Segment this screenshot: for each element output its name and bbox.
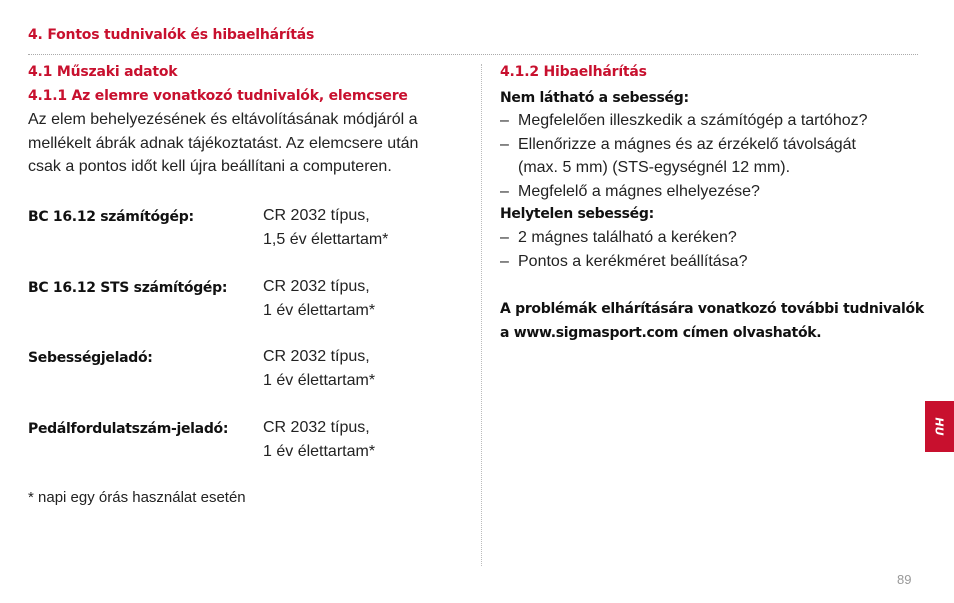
problem-checklist (500, 109, 920, 203)
page-number: 89 (897, 572, 912, 587)
chapter-title: 4. Fontos tudnivalók és hibaelhárítás (28, 27, 315, 43)
list-item (500, 226, 920, 250)
problem-checklist (500, 226, 920, 273)
spec-value-line: 1 év élettartam* (263, 371, 376, 389)
spec-value (263, 204, 388, 251)
list-item-text: (max. 5 mm) (STS-egységnél 12 mm). (518, 159, 791, 176)
list-item (500, 109, 920, 133)
spec-label: Sebességjeladó: (28, 350, 153, 366)
intro-line: Az elem behelyezésének és eltávolításának módjáról a (28, 111, 418, 128)
list-item (500, 180, 920, 204)
section-title-troubleshooting: 4.1.2 Hibaelhárítás (500, 64, 647, 80)
spec-value-line: CR 2032 típus, (263, 419, 370, 436)
spec-value-line: CR 2032 típus, (263, 278, 370, 295)
intro-line: csak a pontos időt kell újra beállítani a computeren. (28, 158, 392, 175)
more-info-line: a www.sigmasport.com címen olvashatók. (500, 324, 822, 341)
footnote: * napi egy órás használat esetén (28, 489, 246, 506)
spec-label: BC 16.12 számítógép: (28, 209, 194, 225)
language-tab-label: HU (932, 417, 946, 436)
spec-value-line: 1 év élettartam* (263, 442, 376, 460)
list-item (500, 133, 920, 180)
spec-value-line: CR 2032 típus, (263, 348, 370, 365)
spec-value (263, 275, 375, 322)
spec-value-line: 1,5 év élettartam* (263, 230, 389, 248)
list-item-text: Megfelelő a mágnes elhelyezése? (518, 182, 760, 200)
spec-value (263, 416, 375, 463)
list-item-text: 2 mágnes található a keréken? (518, 229, 737, 246)
subsection-title-battery: 4.1.1 Az elemre vonatkozó tudnivalók, elemcsere (28, 88, 408, 104)
list-item-text: Megfelelően illeszkedik a számítógép a tartóhoz? (518, 112, 868, 129)
spec-value-line: CR 2032 típus, (263, 207, 370, 224)
spec-label: Pedálfordulatszám-jeladó: (28, 421, 229, 437)
battery-intro-paragraph (28, 108, 478, 179)
list-item-text: – Ellenőrizze a mágnes és az érzékelő távolságát (518, 135, 856, 153)
spec-label: BC 16.12 STS számítógép: (28, 280, 228, 296)
more-info-note (500, 298, 924, 345)
spec-value (263, 345, 375, 392)
header-divider (28, 54, 918, 55)
problem-title: Helytelen sebesség: (500, 206, 654, 222)
problem-title: Nem látható a sebesség: (500, 90, 689, 106)
more-info-line: A problémák elhárítására vonatkozó további tudnivalók (500, 301, 924, 317)
list-item-text: Pontos a kerékméret beállítása? (518, 252, 748, 270)
section-title-technical: 4.1 Műszaki adatok (28, 64, 178, 80)
language-tab (925, 401, 954, 452)
intro-line: mellékelt ábrák adnak tájékoztatást. Az elemcsere után (28, 134, 419, 152)
list-item (500, 250, 920, 274)
spec-value-line: 1 év élettartam* (263, 301, 376, 319)
column-divider (481, 64, 482, 566)
